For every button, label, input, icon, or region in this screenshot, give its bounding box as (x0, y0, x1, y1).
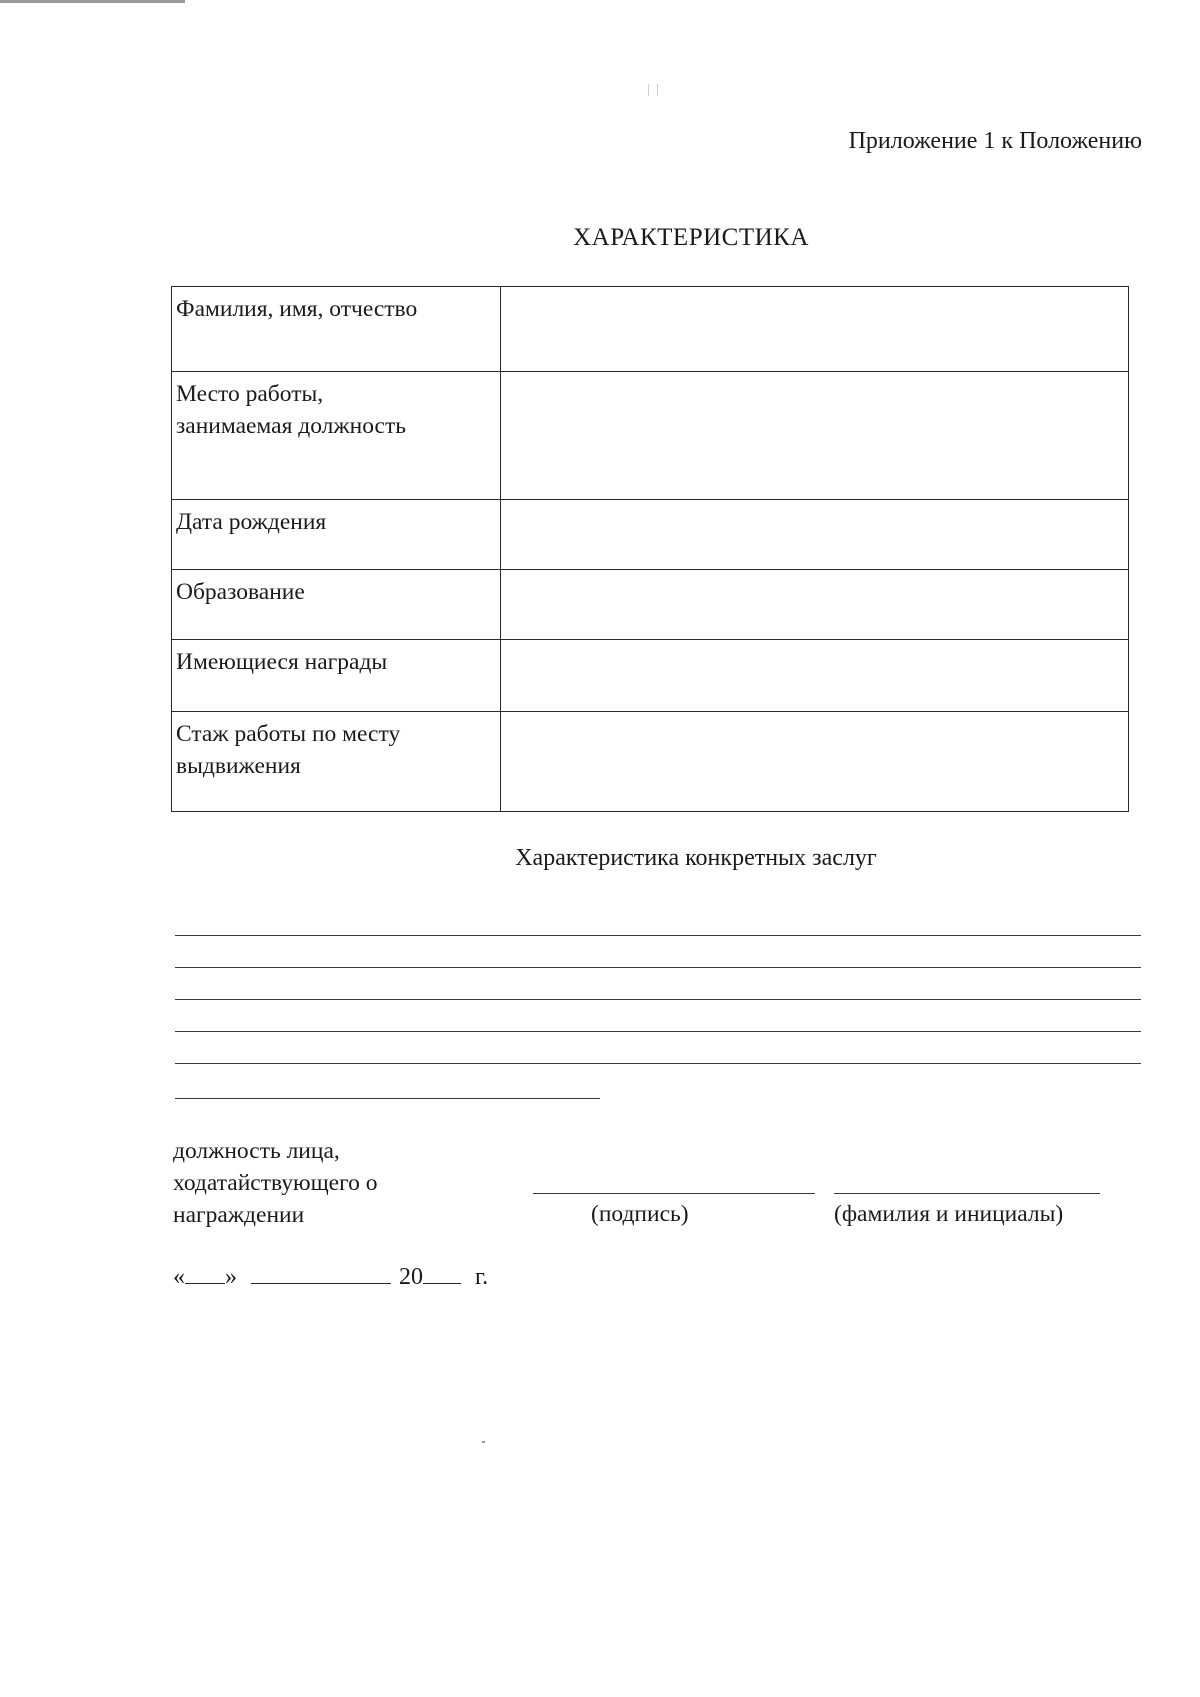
row-value-work-experience[interactable] (501, 712, 1129, 812)
table-row (172, 500, 1129, 570)
table-row (172, 640, 1129, 712)
scan-edge-mark (0, 0, 185, 3)
scan-speck (648, 84, 658, 96)
year-blank[interactable] (423, 1263, 461, 1284)
name-line[interactable] (834, 1193, 1100, 1194)
appendix-reference: Приложение 1 к Положению (848, 128, 1142, 154)
date-close-quote: » (225, 1264, 237, 1290)
merits-line[interactable] (175, 935, 1141, 936)
merits-line[interactable] (175, 967, 1141, 968)
table-row (172, 712, 1129, 812)
row-label-awards: Имеющиеся награды (172, 640, 501, 712)
merits-line[interactable] (175, 1063, 1141, 1064)
row-label-birth-date: Дата рождения (172, 500, 501, 570)
year-suffix: г. (475, 1264, 489, 1290)
table-row (172, 372, 1129, 500)
row-value-full-name[interactable] (501, 287, 1129, 372)
date-open-quote: « (173, 1264, 185, 1290)
row-value-awards[interactable] (501, 640, 1129, 712)
day-blank[interactable] (185, 1263, 225, 1284)
row-value-education[interactable] (501, 570, 1129, 640)
row-label-education: Образование (172, 570, 501, 640)
year-prefix: 20 (399, 1264, 423, 1290)
table-row (172, 570, 1129, 640)
row-value-workplace[interactable] (501, 372, 1129, 500)
document-title: ХАРАКТЕРИСТИКА (573, 224, 809, 251)
info-table (171, 286, 1129, 812)
row-value-birth-date[interactable] (501, 500, 1129, 570)
month-blank[interactable] (251, 1263, 391, 1284)
merits-heading: Характеристика конкретных заслуг (515, 845, 877, 871)
merits-line[interactable] (175, 1098, 600, 1099)
scan-dot (482, 1441, 485, 1443)
name-caption: (фамилия и инициалы) (834, 1201, 1064, 1227)
date-line (173, 1263, 488, 1291)
row-label-full-name: Фамилия, имя, отчество (172, 287, 501, 372)
row-label-workplace: Место работы, занимаемая должность (172, 372, 501, 500)
signer-position-label: должность лица, ходатайствующего о награждении (173, 1138, 378, 1228)
merits-line[interactable] (175, 1031, 1141, 1032)
row-label-work-experience: Стаж работы по месту выдвижения (172, 712, 501, 812)
signature-line[interactable] (533, 1193, 815, 1194)
table-row (172, 287, 1129, 372)
signature-caption: (подпись) (591, 1201, 689, 1227)
merits-line[interactable] (175, 999, 1141, 1000)
